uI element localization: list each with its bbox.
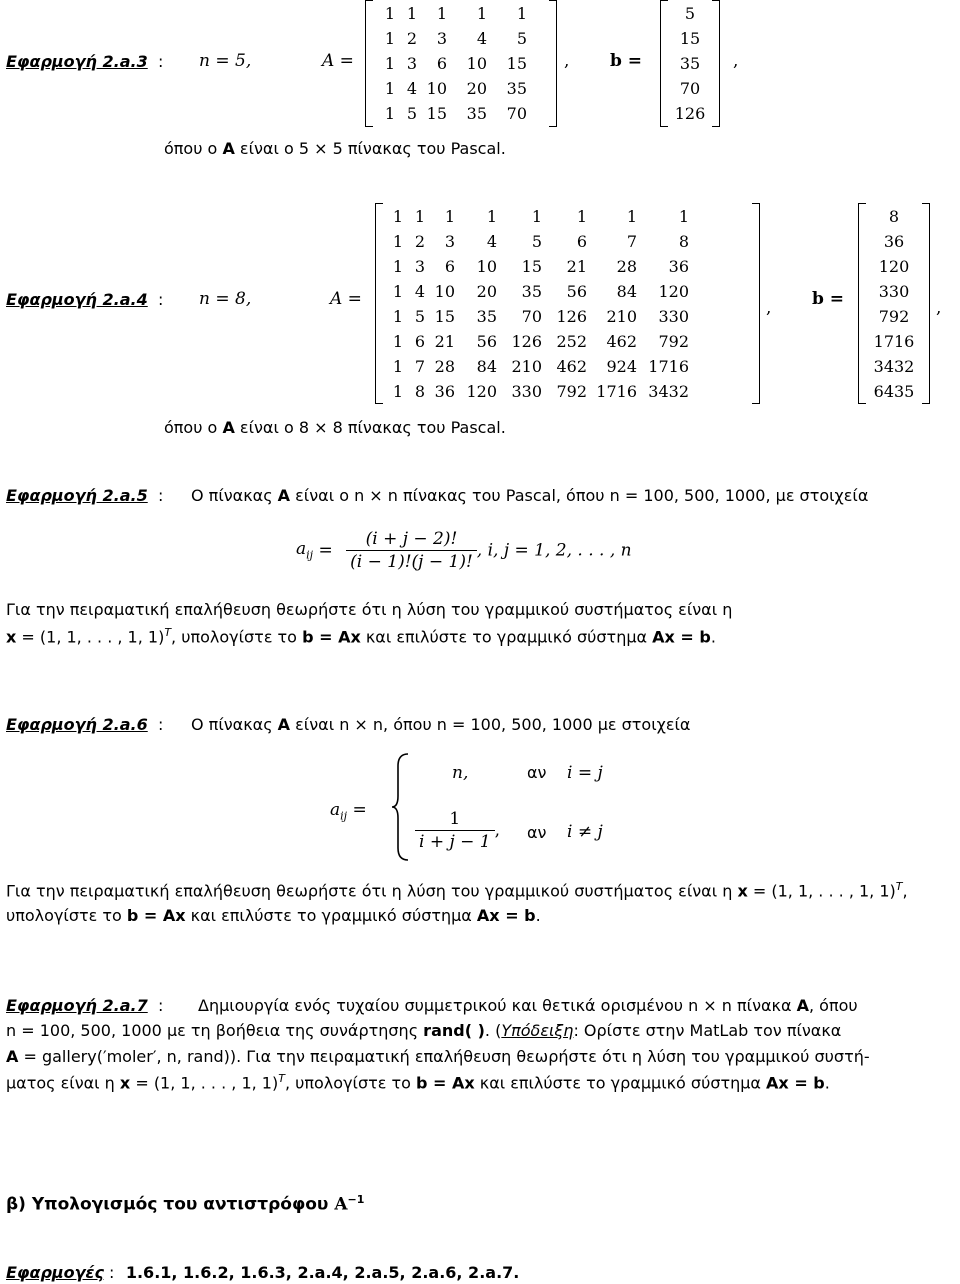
label-colon: : [158, 290, 164, 309]
matrix-cell: 792 [658, 332, 689, 351]
matrix-cell: 10 [434, 282, 455, 301]
matrix-cell: 1 [384, 104, 395, 123]
matrix-row [377, 1, 527, 26]
matrix-cell: 3432 [648, 382, 689, 401]
matrix-cell: 1 [392, 257, 403, 276]
matrix-cell: 7 [414, 357, 425, 376]
matrix-cell: 35 [476, 307, 497, 326]
verification-text-2: x = (1, 1, . . . , 1, 1)$^T$, υπολογίστε το b = Ax και επιλύστε το γραμμικό σύστημα Ax = b. [6, 626, 716, 647]
matrix-cell: 330 [658, 307, 689, 326]
matrix-cell: 2 [406, 29, 417, 48]
matrix-cell: 126 [556, 307, 587, 326]
section-heading: β) Υπολογισμός του αντιστρόφου $A^{-1}$ [6, 1193, 365, 1215]
comma: , [564, 51, 570, 71]
matrix-cell: 1 [516, 4, 527, 23]
description-line-1: Δημιουργία ενός τυχαίου συμμετρικού και θετικά ορισμένου n × n πίνακα A, όπου [198, 996, 858, 1015]
matrix-cell: 5 [531, 232, 542, 251]
matrix-cell: 1 [486, 207, 497, 226]
vector-cell: 70 [679, 79, 701, 98]
matrix-cell: 8 [678, 232, 689, 251]
comma: , [766, 298, 772, 318]
matrix-cell: 1 [384, 4, 395, 23]
matrix-cell: 28 [434, 357, 455, 376]
matrix-cell: 36 [434, 382, 455, 401]
matrix-row [387, 254, 689, 279]
matrix-cell: 3 [436, 29, 447, 48]
vector-cell: 126 [674, 104, 706, 123]
matrix-cell: 8 [414, 382, 425, 401]
matrix-cell: 10 [466, 54, 487, 73]
fraction: $\frac{(i + j - 2)!}{(i - 1)!(j - 1)!}$ [346, 528, 477, 573]
matrix-cell: 4 [486, 232, 497, 251]
matrix-cell: 35 [506, 79, 527, 98]
comma: , [936, 298, 942, 318]
a-equals: A = [322, 51, 354, 71]
matrix-cell: 462 [606, 332, 637, 351]
vector-cell: 330 [878, 282, 910, 301]
matrix-cell: 1 [436, 4, 447, 23]
label-colon: : [158, 52, 164, 71]
verification-text: Για την πειραματική επαλήθευση θεωρήστε ότι η λύση του γραμμικού συστήματος είναι η [6, 600, 733, 619]
matrix-cell: 462 [556, 357, 587, 376]
vector-cell: 3432 [873, 357, 915, 376]
matrix-cell: 70 [521, 307, 542, 326]
matrix-cell: 6 [444, 257, 455, 276]
vector-cell: 5 [684, 4, 696, 23]
case1-value: n, [452, 763, 469, 783]
matrix-cell: 10 [426, 79, 447, 98]
description-line-4: ματος είναι η x = (1, 1, . . . , 1, 1)$^T$, υπολογίστε το b = Ax και επιλύστε το γραμμικό σύστημα Ax = b. [6, 1072, 830, 1093]
vector-cell: 8 [888, 207, 900, 226]
matrix-cell: 4 [414, 282, 425, 301]
matrix-row [377, 26, 527, 51]
matrix-cell: 792 [556, 382, 587, 401]
matrix-cell: 20 [466, 79, 487, 98]
aij-label: $a_{ij}$ = [330, 800, 367, 823]
matrix-cell: 1 [384, 54, 395, 73]
verification-text: Για την πειραματική επαλήθευση θεωρήστε ότι η λύση του γραμμικού συστήματος είναι η x = (1, 1, . . . , 1, 1)$^T$, [6, 880, 908, 901]
matrix-cell: 35 [521, 282, 542, 301]
matrix-cell: 84 [476, 357, 497, 376]
exercise-label: Εφαρμογή 2.a.5 [6, 486, 148, 505]
matrix-cell: 1 [392, 357, 403, 376]
matrix-cell: 10 [476, 257, 497, 276]
matrix-cell: 1 [392, 382, 403, 401]
matrix-cell: 4 [406, 79, 417, 98]
matrix-cell: 70 [506, 104, 527, 123]
matrix-row [387, 279, 689, 304]
matrix-row [387, 204, 689, 229]
case1-if: αν [527, 763, 547, 782]
description-line-2: n = 100, 500, 1000 με τη βοήθεια της συνάρτησης rand( ). (Υπόδειξη: Ορίστε στην MatLab τον πίνακα [6, 1021, 842, 1040]
matrix-cell: 3 [414, 257, 425, 276]
vector-b-5 [660, 0, 720, 127]
matrix-cell: 15 [521, 257, 542, 276]
matrix-cell: 1 [444, 207, 455, 226]
vector-cell: 120 [878, 257, 910, 276]
matrix-cell: 120 [658, 282, 689, 301]
intro-text: Ο πίνακας A είναι n × n, όπου n = 100, 500, 1000 με στοιχεία [191, 715, 691, 734]
matrix-cell: 6 [414, 332, 425, 351]
case2-fraction: $\frac{1}{i + j - 1}$ , [415, 808, 500, 853]
matrix-cell: 15 [434, 307, 455, 326]
matrix-row [387, 379, 689, 404]
matrix-cell: 5 [406, 104, 417, 123]
b-equals: b = [610, 51, 643, 71]
comma: , [733, 51, 739, 71]
matrix-cell: 84 [616, 282, 637, 301]
description: όπου ο A είναι ο 8 × 8 πίνακας του Pascal. [164, 418, 506, 437]
matrix-cell: 20 [476, 282, 497, 301]
matrix-cell: 1 [476, 4, 487, 23]
matrix-cell: 6 [576, 232, 587, 251]
case2-if: αν [527, 823, 547, 842]
matrix-cell: 1 [392, 332, 403, 351]
matrix-cell: 1 [531, 207, 542, 226]
exercise-label: Εφαρμογή 2.a.4 [6, 290, 148, 309]
label-colon: : [158, 996, 164, 1015]
matrix-cell: 1716 [596, 382, 637, 401]
verification-text-2: υπολογίστε το b = Ax και επιλύστε το γραμμικό σύστημα Ax = b. [6, 906, 541, 925]
matrix-cell: 7 [626, 232, 637, 251]
matrix-row [387, 329, 689, 354]
vector-cell: 6435 [873, 382, 915, 401]
vector-b-8 [858, 203, 930, 404]
case1-condition: i = j [567, 763, 603, 783]
n-value: n = 8, [199, 289, 252, 309]
matrix-cell: 126 [511, 332, 542, 351]
a-equals: A = [330, 289, 362, 309]
intro-text: Ο πίνακας A είναι ο n × n πίνακας του Pascal, όπου n = 100, 500, 1000, με στοιχεία [191, 486, 869, 505]
matrix-cell: 1 [678, 207, 689, 226]
vector-cell: 15 [679, 29, 701, 48]
matrix-cell: 15 [506, 54, 527, 73]
matrix-cell: 6 [436, 54, 447, 73]
left-brace-icon [390, 752, 412, 862]
matrix-cell: 15 [426, 104, 447, 123]
matrix-cell: 3 [406, 54, 417, 73]
matrix-cell: 4 [476, 29, 487, 48]
matrix-cell: 56 [476, 332, 497, 351]
matrix-a-5x5 [365, 0, 557, 127]
matrix-cell: 1 [392, 282, 403, 301]
vector-cell: 35 [679, 54, 701, 73]
label-colon: : [158, 486, 164, 505]
matrix-cell: 5 [414, 307, 425, 326]
matrix-cell: 2 [414, 232, 425, 251]
exercise-label: Εφαρμογή 2.a.3 [6, 52, 148, 71]
matrix-cell: 1 [392, 232, 403, 251]
n-value: n = 5, [199, 51, 252, 71]
matrix-cell: 1 [392, 307, 403, 326]
matrix-cell: 330 [511, 382, 542, 401]
matrix-cell: 1 [414, 207, 425, 226]
matrix-cell: 1 [576, 207, 587, 226]
vector-cell: 36 [883, 232, 905, 251]
vector-cell: 792 [878, 307, 910, 326]
matrix-cell: 5 [516, 29, 527, 48]
matrix-cell: 1 [626, 207, 637, 226]
matrix-row [387, 229, 689, 254]
matrix-a-8x8 [375, 203, 760, 404]
formula-aij: $a_{ij}$ = $\frac{(i + j - 2)!}{(i - 1)!(j - 1)!}$ , i, j = 1, 2, . . . , n [296, 529, 632, 572]
matrix-cell: 210 [511, 357, 542, 376]
matrix-cell: 1716 [648, 357, 689, 376]
matrix-cell: 3 [444, 232, 455, 251]
matrix-cell: 35 [466, 104, 487, 123]
matrix-cell: 1 [406, 4, 417, 23]
matrix-cell: 1 [384, 29, 395, 48]
vector-cell: 1716 [873, 332, 915, 351]
b-equals: b = [812, 289, 845, 309]
description-line-3: A = gallery(′moler′, n, rand)). Για την πειραματική επαλήθευση θεωρήστε ότι η λύση του γραμμικού συστή- [6, 1047, 870, 1066]
matrix-row [377, 101, 527, 126]
matrix-cell: 210 [606, 307, 637, 326]
case2-condition: i ≠ j [567, 822, 603, 842]
label-colon: : [158, 715, 164, 734]
matrix-cell: 36 [668, 257, 689, 276]
matrix-cell: 252 [556, 332, 587, 351]
applications-list: Εφαρμογές : 1.6.1, 1.6.2, 1.6.3, 2.a.4, 2.a.5, 2.a.6, 2.a.7. [6, 1263, 520, 1282]
matrix-cell: 21 [566, 257, 587, 276]
matrix-cell: 56 [566, 282, 587, 301]
matrix-cell: 1 [384, 79, 395, 98]
matrix-row [387, 304, 689, 329]
matrix-cell: 924 [606, 357, 637, 376]
matrix-cell: 28 [616, 257, 637, 276]
matrix-row [377, 51, 527, 76]
matrix-cell: 120 [466, 382, 497, 401]
exercise-label: Εφαρμογή 2.a.6 [6, 715, 148, 734]
matrix-cell: 21 [434, 332, 455, 351]
matrix-row [387, 354, 689, 379]
matrix-row [377, 76, 527, 101]
matrix-cell: 1 [392, 207, 403, 226]
exercise-label: Εφαρμογή 2.a.7 [6, 996, 148, 1015]
description: όπου ο A είναι ο 5 × 5 πίνακας του Pascal. [164, 139, 506, 158]
